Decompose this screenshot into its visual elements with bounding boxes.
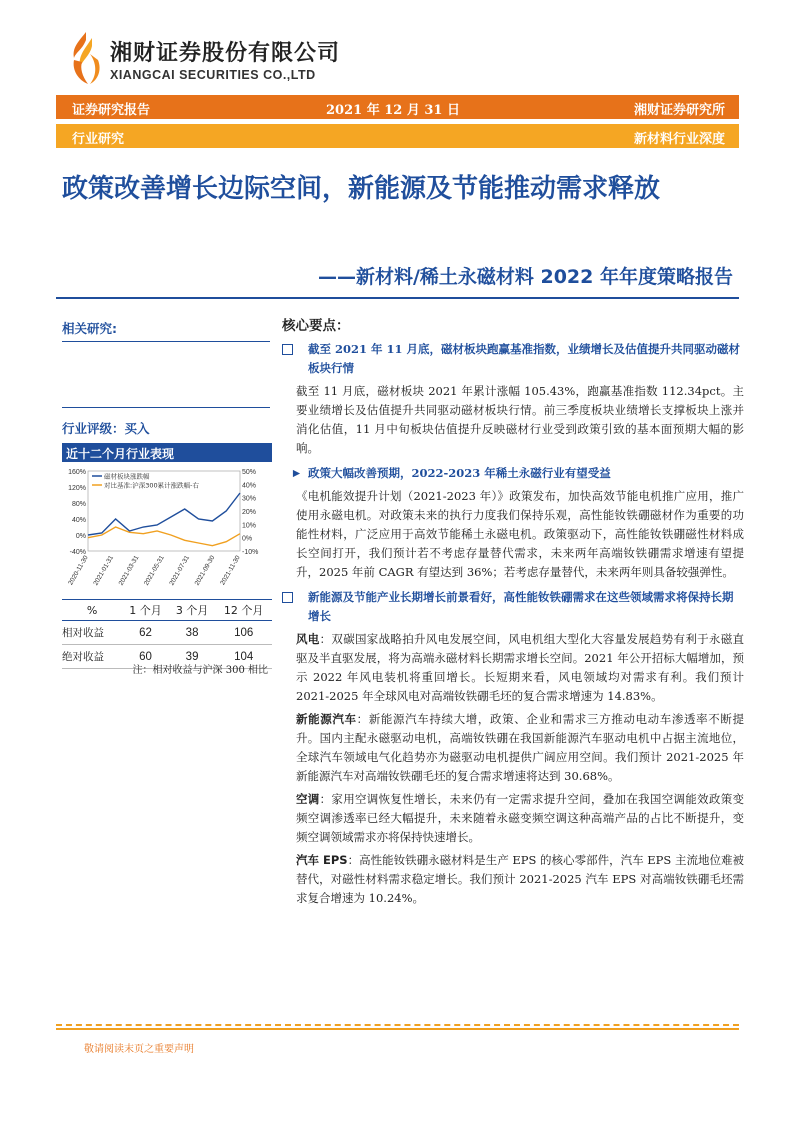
- table-row: [62, 621, 272, 645]
- y-right-tick-label: 30%: [242, 495, 257, 503]
- y-left-tick-label: 40%: [71, 517, 86, 524]
- highlight-text: 截至 2021 年 11 月底，磁材板块跑赢基准指数，业绩增长及估值提升共同驱动磁材板块行情: [308, 342, 741, 375]
- highlight-text: 新能源及节能产业长期增长前景看好，高性能钕铁硼需求在这些领域需求将保持长期增长: [308, 590, 734, 623]
- x-tick-label: 2020-11-30: [67, 554, 90, 587]
- y-left-tick-label: 160%: [68, 469, 86, 476]
- paragraph: [282, 630, 744, 706]
- series-line: [88, 527, 240, 546]
- highlight-text: 政策大幅改善预期，2022-2023 年稀土永磁行业有望受益: [308, 466, 611, 480]
- header-bar-secondary: [56, 124, 739, 148]
- highlight-heading: [282, 464, 744, 483]
- paragraph-text: 《电机能效提升计划（2021-2023 年）》政策发布，加快高效节能电机推广应用，推广使用永磁电机。对政策未来的执行力度我们保持乐观，高性能钕铁硼磁材作为重要的功能性材料，广泛应用于高效节能稀土永磁电机。政策驱动下，高性能钕铁硼磁性材料成长空间打开，我们预计若不考虑存量替代需求，未来两年高端钕铁硼需求增速有望提升，2025 年前 CAGR 有望达到 36%；若考虑存量替代，未来两年则具备较强弹性。: [296, 489, 744, 579]
- paragraph-text: ：新能源汽车持续大增，政策、企业和需求三方推动电动车渗透率不断提升。国内主配永磁驱动电机，高端钕铁硼在我国新能源汽车驱动电机中占据主流地位，全球汽车领域电气化趋势亦为磁驱动电机提供广阔应用空间。我们预计 2021-2025 年新能源汽车对高端钕铁硼毛坯的复合需求增速将达到 30.68%。: [296, 712, 744, 783]
- related-research-label: 相关研究:: [62, 321, 117, 336]
- paragraph-lead: 新能源汽车: [296, 712, 357, 726]
- sidebar-divider: [62, 341, 270, 342]
- x-tick-label: 2021-05-31: [143, 554, 166, 587]
- checkbox-bullet-icon: [282, 592, 293, 603]
- logo-flame-icon: [68, 32, 102, 86]
- table-cell: 104: [215, 645, 272, 669]
- paragraph-lead: 汽车 EPS: [296, 853, 348, 867]
- paragraph-text: 截至 11 月底，磁材板块 2021 年累计涨幅 105.43%，跑赢基准指数 112.34pct。主要业绩增长及估值提升共同驱动磁材板块行情。前三季度板块业绩增长支撑板块上涨并消化估值，11 月中旬板块估值提升反映磁材行业受到政策引致的基本面预期大幅的影响。: [296, 384, 744, 455]
- performance-chart: [62, 465, 272, 595]
- header-bar-primary: [56, 95, 739, 119]
- chart-title: 近十二个月行业表现: [62, 443, 272, 462]
- y-right-tick-label: 50%: [242, 469, 257, 476]
- paragraph: [282, 790, 744, 847]
- legend-label: 对比基准:沪深300累计涨跌幅-右: [104, 481, 199, 490]
- highlight-heading: [282, 340, 744, 378]
- paragraph-text: ：家用空调恢复性增长，未来仍有一定需求提升空间，叠加在我国空调能效政策变频空调渗透率已经大幅提升，未来随着永磁变频空调这种高端产品的占比不断提升，变频空调领域需求亦将保持快速增长。: [296, 792, 745, 844]
- table-header: 12 个月: [215, 600, 272, 621]
- y-right-tick-label: 0%: [242, 535, 253, 543]
- paragraph: [282, 710, 744, 786]
- paragraph-text: ：高性能钕铁硼永磁材料是生产 EPS 的核心零部件，汽车 EPS 主流地位难被替代，对磁性材料需求稳定增长。我们预计 2021-2025 汽车 EPS 对高端钕铁硼毛坯需求复合增速为 10.24%。: [296, 853, 744, 905]
- paragraph-text: ：双碳国家战略拍升风电发展空间，风电机组大型化大容量发展趋势有利于永磁直驱及半直驱发展，将为高端永磁材料长期需求增长空间。2021 年公开招标大幅增加，预示 2022 年风电装机将重回增长。长短期来看，风电领域均对需求有利。我们预计 2021-2025 年全球风电对高端钕铁硼毛坯的复合需求增速为 14.83%。: [296, 632, 745, 703]
- paragraph: [282, 487, 744, 582]
- key-points: [282, 314, 744, 908]
- table-note: 注：相对收益与沪深 300 相比: [132, 665, 268, 676]
- x-tick-label: 2021-07-31: [168, 554, 192, 587]
- company-name-cn: 湘财证券股份有限公司: [110, 41, 341, 66]
- performance-table: [62, 599, 272, 669]
- company-name-en: XIANGCAI SECURITIES CO.,LTD: [110, 68, 316, 82]
- institute-name: 湘财证券研究所: [633, 103, 725, 118]
- x-tick-label: 2021-09-30: [193, 554, 217, 587]
- table-cell: 38: [169, 621, 216, 645]
- paragraph: [282, 851, 744, 908]
- table-header-row: [62, 600, 272, 621]
- y-left-tick-label: 120%: [68, 485, 86, 492]
- research-category: 行业研究: [72, 132, 125, 147]
- table-cell: 60: [122, 645, 169, 669]
- title-divider: [56, 297, 739, 299]
- paragraph: [282, 382, 744, 458]
- footer-disclaimer: 敬请阅读末页之重要声明: [84, 1044, 194, 1055]
- report-date: 2021 年 12 月 31 日: [326, 103, 460, 118]
- paragraph-lead: 空调: [296, 792, 320, 806]
- page-title: 政策改善增长边际空间，新能源及节能推动需求释放: [62, 174, 661, 204]
- table-cell: 62: [122, 621, 169, 645]
- sidebar-divider: [62, 407, 270, 408]
- table-cell: 106: [215, 621, 272, 645]
- key-points-heading: 核心要点：: [282, 318, 350, 334]
- industry-depth: 新材料行业深度: [633, 132, 725, 147]
- y-right-tick-label: 40%: [242, 482, 257, 490]
- table-header: 3 个月: [169, 600, 216, 621]
- row-label: 相对收益: [62, 621, 122, 645]
- report-type: 证券研究报告: [72, 103, 151, 118]
- checkbox-bullet-icon: [282, 344, 293, 355]
- table-header: %: [62, 600, 122, 621]
- y-right-tick-label: -10%: [242, 549, 259, 556]
- x-tick-label: 2021-01-31: [92, 554, 116, 587]
- table-header: 1 个月: [122, 600, 169, 621]
- y-right-tick-label: 20%: [242, 509, 257, 516]
- paragraph-lead: 风电: [296, 632, 320, 646]
- x-tick-label: 2021-03-31: [117, 554, 141, 587]
- page-subtitle: ——新材料/稀土永磁材料 2022 年年度策略报告: [317, 266, 733, 288]
- series-line: [88, 493, 240, 535]
- row-label: 绝对收益: [62, 645, 122, 669]
- legend-label: 磁材板块涨跌幅: [104, 472, 150, 481]
- industry-rating: 行业评级：买入: [62, 421, 150, 436]
- triangle-bullet-icon: [292, 469, 301, 478]
- y-left-tick-label: -40%: [69, 549, 86, 556]
- y-left-tick-label: 80%: [71, 501, 86, 508]
- table-cell: 39: [169, 645, 216, 669]
- highlight-heading: [282, 588, 744, 626]
- y-right-tick-label: 10%: [242, 522, 257, 530]
- x-tick-label: 2021-11-30: [219, 554, 242, 587]
- y-left-tick-label: 0%: [75, 533, 86, 540]
- footer-rule: [56, 1028, 739, 1030]
